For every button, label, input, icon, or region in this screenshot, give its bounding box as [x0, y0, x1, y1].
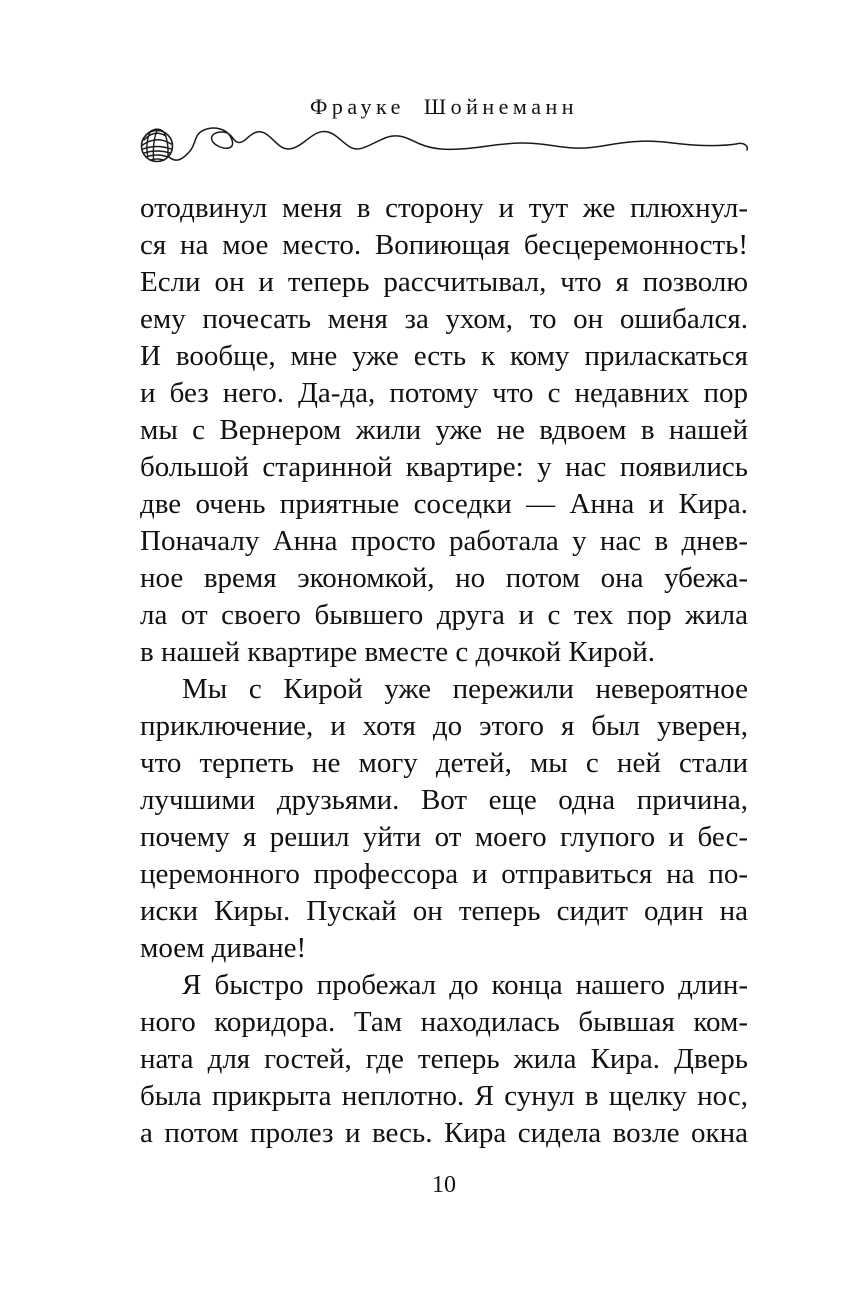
paragraph [140, 671, 748, 967]
page-number: 10 [432, 1172, 456, 1198]
text-line: ему почесать меня за ухом, то он ошибался. [140, 303, 748, 335]
text-line: почему я решил уйти от моего глупого и бес- [140, 821, 748, 853]
text-line: в нашей квартире вместе с дочкой Кирой. [140, 636, 656, 668]
yarn-thread-decoration [138, 116, 750, 178]
text-line: ната для гостей, где теперь жила Кира. Дверь [140, 1043, 748, 1075]
text-line: ного коридора. Там находилась бывшая ком- [140, 1006, 748, 1038]
text-line: лучшими друзьями. Вот еще одна причина, [140, 784, 748, 816]
text-line: Я быстро пробежал до конца нашего длин- [182, 969, 748, 1001]
text-line: большой старинной квартире: у нас появились [140, 451, 748, 483]
text-line: что терпеть не могу детей, мы с ней стали [140, 747, 748, 779]
text-line: Поначалу Анна просто работала у нас в днев- [140, 525, 748, 557]
text-line: две очень приятные соседки — Анна и Кира. [140, 488, 748, 520]
paragraph [140, 190, 748, 671]
yarn-ball-icon [142, 129, 173, 161]
text-line: Мы с Кирой уже пережили невероятное [182, 673, 748, 705]
text-line: ла от своего бывшего друга и с тех пор жила [140, 599, 748, 631]
text-line: а потом пролез и весь. Кира сидела возле окна [140, 1117, 748, 1149]
running-header-author: Фрауке Шойнеманн [309, 94, 579, 119]
text-line: приключение, и хотя до этого я был уверен, [140, 710, 748, 742]
text-line: мы с Вернером жили уже не вдвоем в нашей [140, 414, 748, 446]
text-line: И вообще, мне уже есть к кому приласкаться [140, 340, 748, 372]
text-line: моем диване! [140, 932, 307, 964]
body-text [140, 190, 748, 1152]
text-line: отодвинул меня в сторону и тут же плюхнул- [140, 192, 748, 224]
text-line: и без него. Да-да, потому что с недавних пор [140, 377, 748, 409]
text-line: Если он и теперь рассчитывал, что я позволю [140, 266, 748, 298]
paragraph [140, 967, 748, 1152]
text-line: ся на мое место. Вопиющая бесцеремонность! [140, 229, 748, 261]
thread-squiggle-line [169, 128, 747, 160]
text-line: иски Киры. Пускай он теперь сидит один на [140, 895, 748, 927]
text-line: церемонного профессора и отправиться на по- [140, 858, 748, 890]
text-line: ное время экономкой, но потом она убежа- [140, 562, 748, 594]
text-line: была прикрыта неплотно. Я сунул в щелку нос, [140, 1080, 748, 1112]
